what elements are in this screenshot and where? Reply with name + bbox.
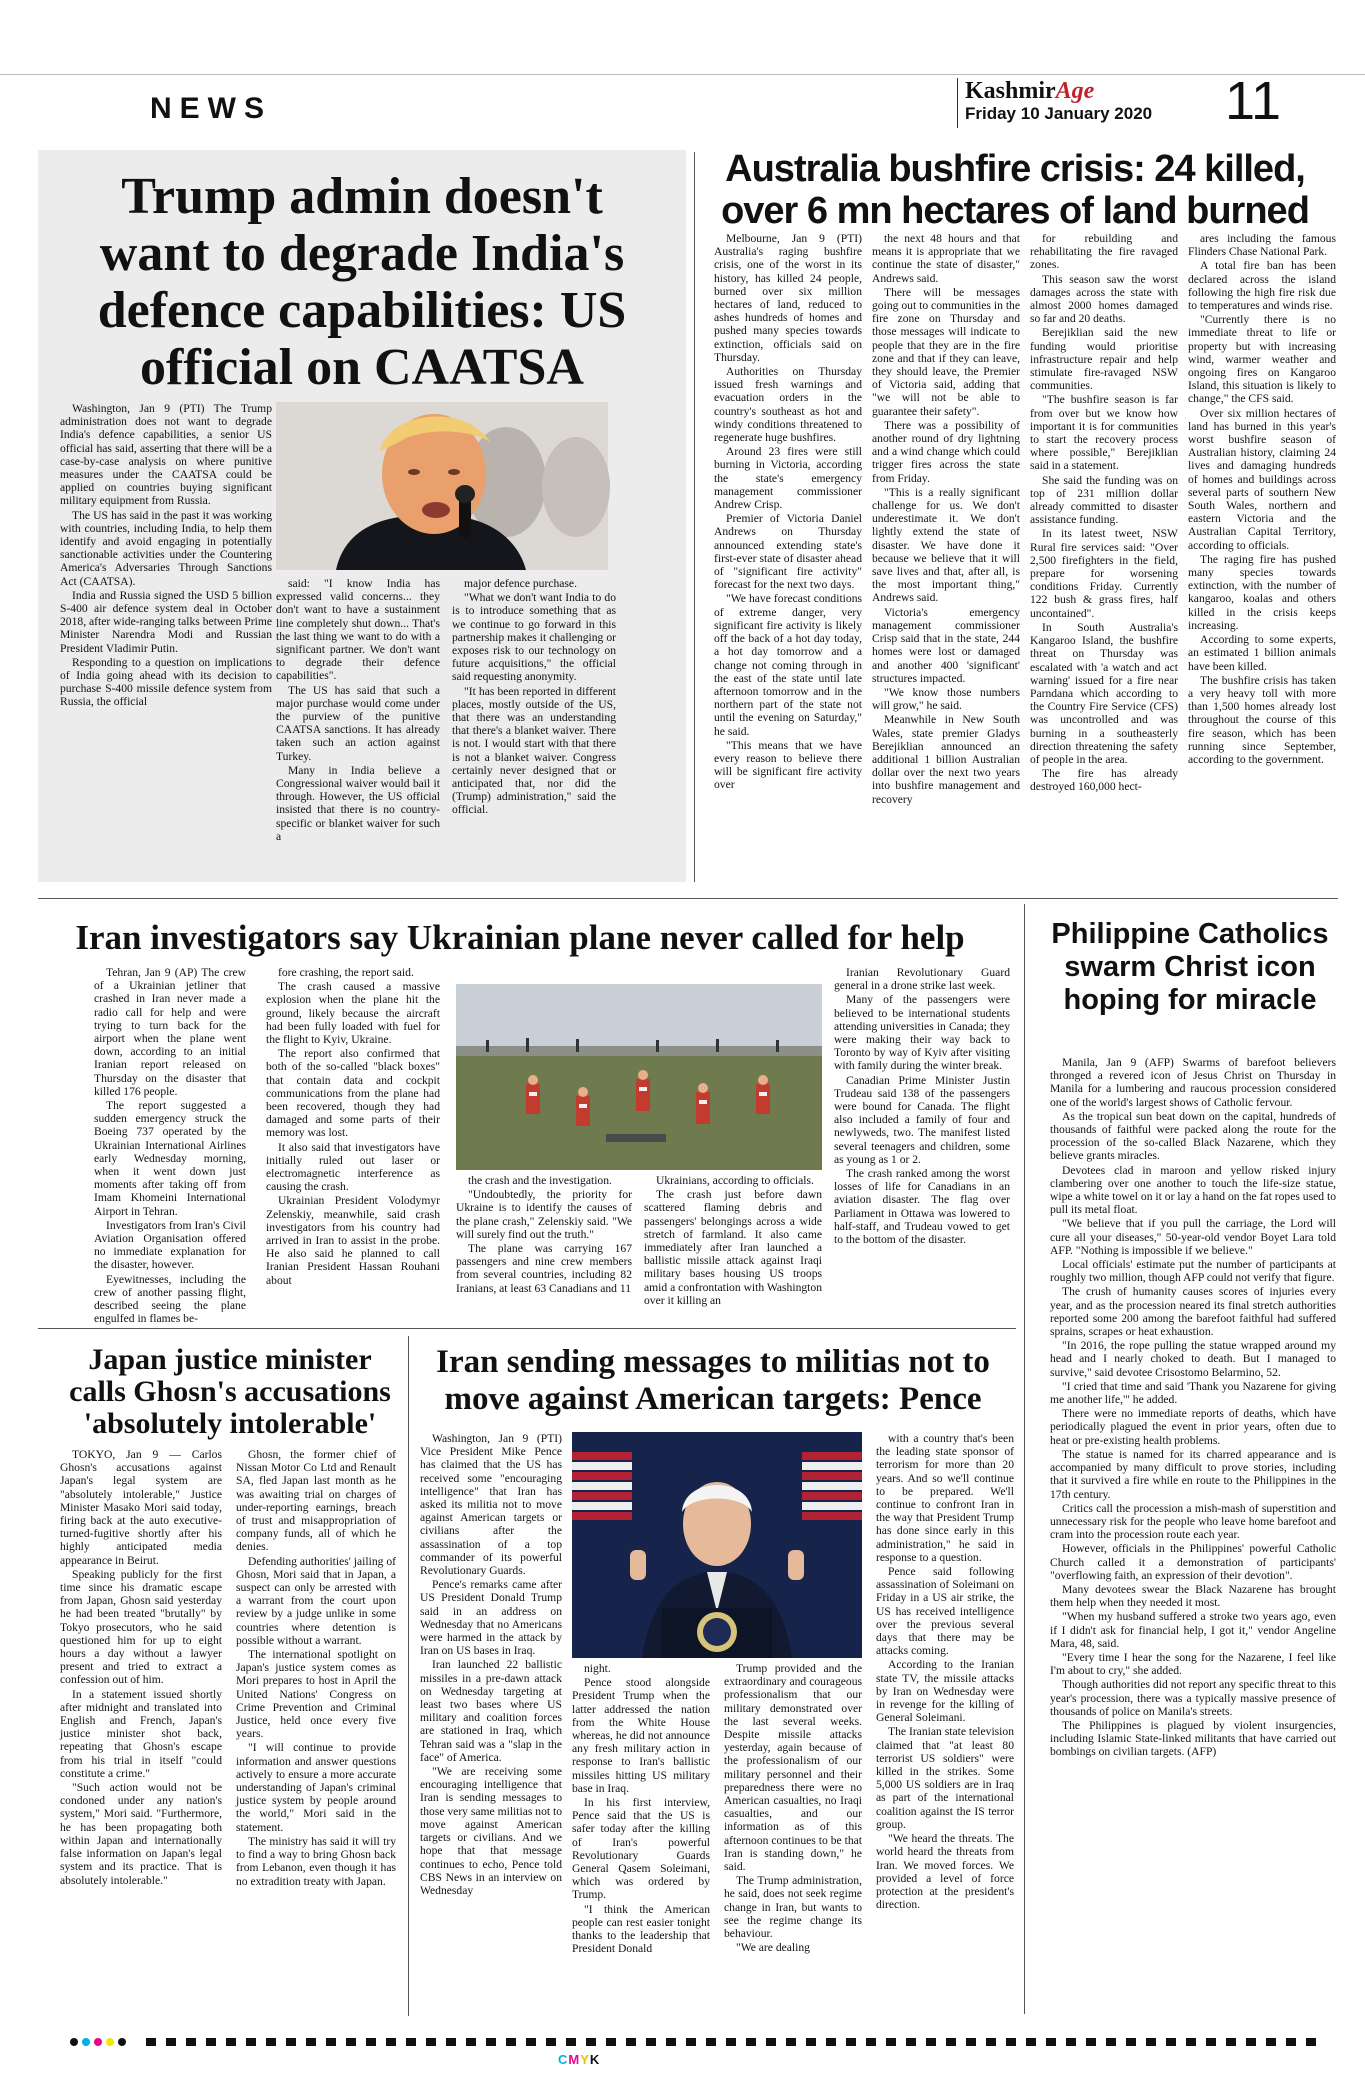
iran-c3-p2: "Undoubtedly, the priority for Ukraine is to identify the causes of the plane crash," Zelenskiy said. "We will surely find out the truth." [456, 1188, 632, 1241]
iran-c4-p2: The crash just before dawn scattered flaming debris and passengers' belongings across a wide stretch of farmland. It also came immediately after Iran launched a ballistic missile attack against Iraqi military bases housing US troops amid a confrontation with Washington over it killing an [644, 1188, 822, 1307]
registration-tick [1306, 2038, 1316, 2046]
registration-tick [706, 2038, 716, 2046]
pence-c3-p2: The Trump administration, he said, does not seek regime change in Iran, but wants to see the regime change its behaviour. [724, 1874, 862, 1941]
registration-dot [118, 2038, 126, 2046]
registration-tick [166, 2038, 176, 2046]
trump-photo [276, 402, 608, 570]
registration-tick [766, 2038, 776, 2046]
japan-c2-p2: Defending authorities' jailing of Ghosn, Mori said that in Japan, a suspect can only be arrested with a warrant from the court upon review by a judge unlike in some countries where detention is possible without a warrant. [236, 1554, 396, 1647]
pence-c3-p1: Trump provided and the extraordinary and courageous professionalism that our military demonstrated over the last several weeks. Despite missile attacks yesterday, again because of the professionalism of our military personnel and their preparedness there were no American casualties, no Iraqi casualties, and our information as of this afternoon continues to be that Iran is standing down," he said. [724, 1662, 862, 1874]
section-divider [38, 898, 1338, 899]
registration-tick [206, 2038, 216, 2046]
aus-c4-p2: A total fire ban has been declared across the island following the high fire risk due to temperatures and winds rise. [1188, 259, 1336, 313]
pence-c4-p1: with a country that's been the leading state sponsor of terrorism for more than 20 years. And so we'll continue to be prepared. We'll continue to confront Iran in the way that President Trump has done since early in this administration," he said in response to a question. [876, 1432, 1014, 1564]
japan-c1-p2: Speaking publicly for the first time since his dramatic escape from Japan, Ghosn said yesterday he had been treated "brutally" by Tokyo prosecutors, who he said questioned him for up to eight hours a day without a lawyer present and tried to extract a confession out of him. [60, 1567, 222, 1687]
registration-tick [626, 2038, 636, 2046]
registration-tick [546, 2038, 556, 2046]
registration-tick [486, 2038, 496, 2046]
trump-c2-p1: said: "I know India has expressed valid concerns... they don't want to have a sustainment line completely shut down... That's the last thing we want to do with a significant partner. We don't want to degrade their defence capabilities". [276, 577, 440, 683]
phil-p9: There were no immediate reports of deaths, which have periodically plagued the event in prior years, often due to heat or pre-existing health problems. [1050, 1407, 1336, 1447]
pence-column-2 [572, 1662, 710, 2014]
registration-tick [1026, 2038, 1036, 2046]
iran-c2-p2: The crash caused a massive explosion when the plane hit the ground, likely because the aircraft had been fully loaded with fuel for the flight to Kyiv, Ukraine. [266, 980, 440, 1047]
registration-tick [1286, 2038, 1296, 2046]
iran-c1-p2: The report suggested a sudden emergency struck the Boeing 737 operated by the Ukrainian International Airlines early Wednesday morning, when it went down just moments after taking off from Imam Khomeini International Airport in Tehran. [94, 1099, 246, 1218]
iran-c3-p1: the crash and the investigation. [468, 1174, 612, 1187]
pence-c1-p4: "We are receiving some encouraging intelligence that Iran is sending messages to those very same militias not to move against American targets or civilians. And we hope that that message continues to echo, Pence told CBS News in an interview on Wednesday [420, 1765, 563, 1897]
crash-site-illustration [456, 984, 822, 1170]
pence-photo-illustration [572, 1432, 862, 1658]
column-divider [694, 152, 695, 882]
page-number: 11 [1225, 71, 1282, 131]
registration-tick [266, 2038, 276, 2046]
registration-tick [946, 2038, 956, 2046]
pence-c4-p5: "We heard the threats. The world heard the threats from Iran. We moved forces. We provided a level of force protection at the president's direction. [876, 1832, 1014, 1912]
australia-column-1 [714, 232, 862, 884]
masthead-rule [0, 74, 1365, 75]
brand-logo [965, 78, 1094, 105]
pence-c4-p2: Pence said following assassination of Soleimani on Friday in a US air strike, the US has received intelligence over the previous several days that there may be attacks coming. [876, 1565, 1014, 1658]
registration-tick [146, 2038, 156, 2046]
trump-c1-p4: Responding to a question on implications of India going ahead with its decision to purchase S-400 missile defence system from Russia, the official [60, 655, 272, 709]
pence-c4-p4: The Iranian state television claimed that "at least 80 terrorist US soldiers" were killed in the strikes. Some 5,000 US soldiers are in Iraq as part of the international coalition against the IS terror group. [876, 1725, 1014, 1831]
registration-tick [1186, 2038, 1196, 2046]
pence-c2-p4: "I think the American people can rest easier tonight thanks to the leadership that President Donald [572, 1902, 710, 1956]
iran-plane-column-5 [834, 966, 1010, 1318]
phil-p7: "In 2016, the rope pulling the statue wrapped around my head and I nearly choked to death. But I managed to survive," said devotee Crisostomo Belarmino, 52. [1050, 1339, 1336, 1379]
phil-p2: As the tropical sun beat down on the capital, hundreds of thousands of faithful were packed along the route for the procession of the so-called Black Nazarene, which they believe grants miracles. [1050, 1109, 1336, 1163]
trump-c2-p3: Many in India believe a Congressional waiver would bail it through. However, the US official insisted that there is no country-specific or blanket waiver for such a [276, 763, 440, 843]
registration-tick [366, 2038, 376, 2046]
registration-tick [506, 2038, 516, 2046]
aus-c2-p3: There was a possibility of another round of dry lightning and a wind change which could trigger fires across the state from Friday. [872, 418, 1020, 485]
phil-p11: Critics call the procession a mish-mash of superstition and unnecessary risk for the people who leave home barefoot and cram into the procession route each year. [1050, 1501, 1336, 1542]
japan-c2-p3: The international spotlight on Japan's justice system comes as Mori prepares to host in April the United Nations' Congress on Crime Prevention and Criminal Justice, held once every five years. [236, 1648, 396, 1741]
registration-tick [1166, 2038, 1176, 2046]
japan-column-1 [60, 1448, 222, 2014]
iran-c2-p5: Ukrainian President Volodymyr Zelenskiy, meanwhile, said crash investigators from his country had arrived in Iran to assist in the probe. He also said he planned to call Iranian President Hassan Rouhani about [266, 1194, 440, 1287]
dateline: Friday 10 January 2020 [965, 104, 1153, 123]
aus-c4-p3: "Currently there is no immediate threat to life or property but with increasing wind, warmer weather and ongoing fires on Kangaroo Island, this situation is likely to change," the CFS said. [1188, 313, 1336, 406]
registration-tick [246, 2038, 256, 2046]
registration-tick [1046, 2038, 1056, 2046]
pence-c4-p3: According to the Iranian state TV, the missile attacks by Iran on Wednesday were in revenge for the killing of General Soleimani. [876, 1658, 1014, 1725]
registration-tick [226, 2038, 236, 2046]
pence-column-4 [876, 1432, 1014, 2014]
registration-tick [986, 2038, 996, 2046]
aus-c2-p6: "We know those numbers will grow," he said. [872, 685, 1020, 713]
registration-tick [1266, 2038, 1276, 2046]
aus-c2-p7: Meanwhile in New South Wales, state premier Gladys Berejiklian announced an additional 1 billion Australian dollar over the next two years into bushfire management and recovery [872, 713, 1020, 806]
pence-headline: Iran sending messages to militias not to move against American targets: Pence [436, 1344, 990, 1417]
registration-tick [1226, 2038, 1236, 2046]
phil-p4: "We believe that if you pull the carriage, the Lord will cure all your diseases," 50-year-old vendor Boyet Lara told AFP. "Nothing is impossible if we believe." [1050, 1217, 1336, 1257]
registration-tick [806, 2038, 816, 2046]
trump-c3-p1: major defence purchase. [464, 577, 577, 590]
iran-c2-p3: The report also confirmed that both of the so-called "black boxes" that contain data and cockpit communications from the plane had been recovered, though they had damaged and some parts of their memory was lost. [266, 1047, 440, 1140]
registration-tick [1246, 2038, 1256, 2046]
registration-tick [406, 2038, 416, 2046]
japan-c2-p4: "I will continue to provide information and answer questions actively to ensure a more accurate understanding of Japan's criminal justice system by people around the world," Mori said in the statement. [236, 1741, 396, 1834]
japan-pence-divider [408, 1336, 409, 2016]
japan-c1-p4: "Such action would not be condoned under any nation's system," Mori said. "Furthermore, he has been propagating both within Japan and internationally false information on Japan's legal system and its practice. That is absolutely intolerable." [60, 1781, 222, 1887]
registration-dot [106, 2038, 114, 2046]
registration-tick [826, 2038, 836, 2046]
pence-c3-p3: "We are dealing [736, 1941, 810, 1955]
aus-c3-p3: Berejiklian said the new funding would prioritise infrastructure repair and help stimulate fire-ravaged NSW communities. [1030, 326, 1178, 393]
iran-plane-headline: Iran investigators say Ukrainian plane never called for help [75, 918, 965, 957]
registration-tick [186, 2038, 196, 2046]
pence-column-1 [420, 1432, 562, 2014]
registration-tick [1206, 2038, 1216, 2046]
phil-p10: The statue is named for its charred appearance and is accompanied by many difficult to prove stories, including that it survived a fire while en route to the Philippines in the 17th century. [1050, 1447, 1336, 1501]
philippine-headline: Philippine Catholics swarm Christ icon hoping for miracle [1051, 918, 1329, 1016]
registration-dot [94, 2038, 102, 2046]
color-registration-bar [66, 2032, 1316, 2042]
iran-c1-p3: Investigators from Iran's Civil Aviation Organisation offered no immediate explanation for the disaster, however. [94, 1218, 246, 1272]
registration-tick [1126, 2038, 1136, 2046]
australia-headline: Australia bushfire crisis: 24 killed, over 6 mn hectares of land burned [721, 148, 1309, 232]
brand-prefix: Kashmir [965, 78, 1056, 104]
registration-tick [286, 2038, 296, 2046]
australia-column-3 [1030, 232, 1178, 884]
aus-c1-p1: Melbourne, Jan 9 (PTI) Australia's raging bushfire crisis, one of the worst in its history, has killed 24 people, burned over six million hectares of land, reduced to ashes hundreds of homes and pushed many species towards extinction, officials said on Thursday. [714, 232, 862, 364]
iran-c1-p4: Eyewitnesses, including the crew of another passing flight, described seeing the plane engulfed in flames be- [94, 1272, 246, 1326]
iran-c5-p2: Many of the passengers were believed to be international students attending universities in Canada; they were making their way back to Toronto by way of Kyiv after visiting with family during the winter break. [834, 993, 1010, 1073]
aus-c2-p2: There will be messages going out to communities in the fire zone on Thursday and those messages will indicate to people that they are in the fire zone and that if they can leave, they should leave, the Premier of Victoria said, adding that "we will not be able to guarantee their safety". [872, 285, 1020, 418]
registration-tick [426, 2038, 436, 2046]
registration-tick [646, 2038, 656, 2046]
phil-p12: However, officials in the Philippines' powerful Catholic Church called it a demonstration of participants' "overflowing faith, an expression of their devotion". [1050, 1542, 1336, 1582]
aus-c3-p8: The fire has already destroyed 160,000 hect- [1030, 767, 1178, 794]
iran-c5-p3: Canadian Prime Minister Justin Trudeau said 138 of the passengers were bound for Canada. The flight also included a family of four and newlyweds, two. The manifest listed several teenagers and children, some as young as 1 or 2. [834, 1073, 1010, 1166]
aus-c3-p1: for rebuilding and rehabilitating the fire ravaged zones. [1030, 232, 1178, 272]
aus-c1-p4: Premier of Victoria Daniel Andrews on Thursday announced extending state's first-ever state of disaster ahead of "significant fire activity" forecast for the next two days. [714, 512, 862, 592]
registration-tick [326, 2038, 336, 2046]
section-label: NEWS [150, 92, 272, 125]
aus-c1-p6: "This means that we have every reason to believe there will be significant fire activity over [714, 738, 862, 792]
pence-c2-p3: In his first interview, Pence said that the US is safer today after the killing of Iran's powerful Revolutionary Guards General Qasem Soleimani, which was ordered by Trump. [572, 1796, 710, 1902]
phil-p17: The Philippines is plagued by violent insurgencies, including Islamic State-linked militants that have carried out bombings on civilian targets. (AFP) [1050, 1718, 1336, 1759]
iran-c2-p1: fore crashing, the report said. [278, 966, 414, 979]
registration-tick [686, 2038, 696, 2046]
aus-c2-p5: Victoria's emergency management commissioner Crisp said that in the state, 244 homes were lost or damaged and another 400 'significant' structures impacted. [872, 605, 1020, 685]
japan-c2-p1: Ghosn, the former chief of Nissan Motor Co Ltd and Renault SA, fled Japan last month as he was awaiting trial on charges of under-reporting earnings, breach of trust and misappropriation of company funds, all of which he denies. [236, 1448, 396, 1554]
aus-c4-p5: The raging fire has pushed many species towards extinction, with the number of kangaroo, koalas and others killed in the crisis keeps increasing. [1188, 552, 1336, 632]
registration-tick [966, 2038, 976, 2046]
phil-p6: The crush of humanity causes scores of injuries every year, and as the procession neared its final stretch authorities reported some 200 among the barefoot faithful had suffered sprains, scrapes or heat exhaustion. [1050, 1285, 1336, 1339]
registration-tick [1086, 2038, 1096, 2046]
aus-c3-p4: "The bushfire season is far from over but we know how important it is for communities to start the recovery process where possible," Berejiklian said in a statement. [1030, 393, 1178, 473]
registration-tick [786, 2038, 796, 2046]
registration-tick [866, 2038, 876, 2046]
iran-plane-column-3 [456, 1174, 632, 1318]
trump-column-3 [452, 577, 616, 862]
registration-tick [746, 2038, 756, 2046]
trump-photo-illustration [276, 402, 608, 570]
registration-tick [566, 2038, 576, 2046]
aus-c4-p1: ares including the famous Flinders Chase National Park. [1188, 232, 1336, 259]
aus-c1-p3: Around 23 fires were still burning in Victoria, according the state's emergency management commissioner Andrew Crisp. [714, 445, 862, 512]
iran-c2-p4: It also said that investigators have initially ruled out laser or electromagnetic interference as causing the crash. [266, 1140, 440, 1194]
phil-p5: Local officials' estimate put the number of participants at roughly two million, though AFP could not verify that figure. [1050, 1258, 1336, 1285]
iran-c4-p1: Ukrainians, according to officials. [656, 1174, 814, 1187]
cmyk-text: CMYK [558, 2052, 601, 2067]
registration-tick [906, 2038, 916, 2046]
aus-c2-p4: "This is a really significant challenge for us. We don't underestimate it. We don't lightly extend the state of disaster. We have done it because we believe that it will save lives and that, after all, is the most important thing," Andrews said. [872, 485, 1020, 605]
philippine-column-1 [1050, 1056, 1336, 2016]
registration-tick [526, 2038, 536, 2046]
trump-column-1 [60, 402, 272, 860]
aus-c3-p5: She said the funding was on top of 231 million dollar already committed to disaster assistance funding. [1030, 473, 1178, 527]
trump-c3-p2: "What we don't want India to do is to introduce something that as we continue to go forward in this partnership makes it challenging or exposes risk to our technology on future acquisitions," the official said requesting anonymity. [452, 591, 616, 684]
trump-c3-p3: "It has been reported in different places, mostly outside of the US, that there was an understanding that there's a blanket waiver. There is not. I would start with that there is not a blanket waiver. Congress certainly never designed that or anticipated that, nor did the (Trump) administration," said the official. [452, 684, 616, 817]
registration-tick [446, 2038, 456, 2046]
registration-tick [1106, 2038, 1116, 2046]
trump-column-2 [276, 577, 440, 862]
registration-tick [846, 2038, 856, 2046]
registration-tick [386, 2038, 396, 2046]
registration-tick [1006, 2038, 1016, 2046]
registration-tick [346, 2038, 356, 2046]
japan-c2-p5: The ministry has said it will try to find a way to bring Ghosn back from Lebanon, even though it has no extradition treaty with Japan. [236, 1834, 396, 1888]
iran-c1-p1: Tehran, Jan 9 (AP) The crew of a Ukrainian jetliner that crashed in Iran never made a radio call for help and were trying to turn back for the airport when the plane went down, according to an initial Iranian report released on Thursday on the disaster that killed 176 people. [94, 966, 246, 1098]
phil-p13: Many devotees swear the Black Nazarene has brought them help when they needed it most. [1050, 1582, 1336, 1610]
registration-tick [1146, 2038, 1156, 2046]
lower-section-divider [38, 1328, 1016, 1329]
iran-plane-column-1 [94, 966, 246, 1326]
registration-tick [586, 2038, 596, 2046]
trump-headline: Trump admin doesn't want to degrade India's defence capabilities: US official on CAATSA [97, 168, 627, 396]
japan-headline: Japan justice minister calls Ghosn's accusations 'absolutely intolerable' [69, 1343, 391, 1440]
registration-marks [66, 2037, 1316, 2047]
phil-p16: Though authorities did not report any specific threat to this year's procession, there was a typically massive presence of thousands of police on Manila's streets. [1050, 1678, 1336, 1718]
pence-c2-p1: night. [584, 1662, 611, 1675]
registration-tick [306, 2038, 316, 2046]
aus-c4-p4: Over six million hectares of land has burned in this year's worst bushfire season of Australian history, claiming 24 lives and damaging hundreds of homes and buildings across several parts of southern New South Wales, northern and eastern Victoria and the Australian Capital Territory, according to officials. [1188, 406, 1336, 552]
iran-c3-p3: The plane was carrying 167 passengers and nine crew members from several countries, including 82 Iranians, at least 63 Canadians and 11 [456, 1242, 632, 1295]
pence-photo [572, 1432, 862, 1658]
trump-c2-p2: The US has said that such a major purchase would come under the purview of the punitive CAATSA sanctions. It has already taken such an action against Turkey. [276, 683, 440, 763]
registration-tick [726, 2038, 736, 2046]
aus-c3-p7: In South Australia's Kangaroo Island, the bushfire threat on Thursday was escalated with 'a watch and act warning' issued for a fire near Parndana which according to the Country Fire Service (CFS) was uncontrolled and was burning in a southeasterly direction threatening the safety of people in the area. [1030, 620, 1178, 766]
phil-p3: Devotees clad in maroon and yellow risked injury clambering over one another to touch the life-size statue, wipe a white towel on it or lay a hand on the fat ropes used to pull its metal float. [1050, 1163, 1336, 1217]
brand-suffix: Age [1055, 78, 1095, 104]
registration-tick [1066, 2038, 1076, 2046]
registration-tick [666, 2038, 676, 2046]
aus-c1-p5: "We have forecast conditions of extreme danger, very significant fire activity is likely off the back of a hot day today, a hot day tomorrow and a change not coming through in the east of the state until late afternoon tomorrow and in the northern part of the state not until the evening on Saturday," he said. [714, 592, 862, 738]
japan-c1-p3: In a statement issued shortly after midnight and translated into English and French, Japan's justice minister shot back, repeating that Ghosn's escape from his trial in itself "could constitute a crime." [60, 1687, 222, 1780]
phil-p8: "I cried that time and said 'Thank you Nazarene for giving me another life,'" he added. [1050, 1379, 1336, 1407]
aus-c3-p2: This season saw the worst damages across the state with almost 2000 homes damaged so far and 20 deaths. [1030, 272, 1178, 326]
iran-plane-column-2 [266, 966, 440, 1318]
registration-dot [70, 2038, 78, 2046]
phil-p1: Manila, Jan 9 (AFP) Swarms of barefoot believers thronged a revered icon of Jesus Christ on Thursday in Manila for a lumbering and raucous procession considered one of the world's largest shows of Catholic fervour. [1050, 1056, 1336, 1109]
australia-column-2 [872, 232, 1020, 884]
pence-c2-p2: Pence stood alongside President Trump when the latter addressed the nation from the White House whereas, he did not announce any fresh military action in response to Iran's ballistic missiles hitting US military base in Iraq. [572, 1676, 710, 1795]
pence-c1-p2: Pence's remarks came after US President Donald Trump said in an address on Wednesday that no Americans were harmed in the attack by Iran on US bases in Iraq. [420, 1578, 562, 1658]
registration-tick [886, 2038, 896, 2046]
pence-column-3 [724, 1662, 862, 2014]
japan-c1-p1: TOKYO, Jan 9 — Carlos Ghosn's accusations against Japan's legal system are "absolutely intolerable," Justice Minister Masako Mori said today, firing back at the auto executive-turned-fugitive shortly after his highly anticipated media appearance in Beirut. [60, 1448, 222, 1567]
iran-c5-p4: The crash ranked among the worst losses of life for Canadians in an aviation disaster. The flag over Parliament in Ottawa was lowered to half-staff, and Trudeau vowed to get to the bottom of the disaster. [834, 1167, 1010, 1247]
phil-p14: "When my husband suffered a stroke two years ago, even if I didn't ask for financial help, I got it," vendor Angeline Mara, 48, said. [1050, 1610, 1336, 1650]
phil-p15: "Every time I hear the song for the Nazarene, I feel like I'm about to cry," she added. [1050, 1650, 1336, 1678]
aus-c4-p7: The bushfire crisis has taken a very heavy toll with more than 1,500 homes already lost throughout the course of this fire season, which has been running since September, according to the government. [1188, 673, 1336, 766]
crash-site-photo [456, 984, 822, 1170]
iran-plane-column-4 [644, 1174, 822, 1318]
trump-c1-p2: The US has said in the past it was working with countries, including India, to help them identify and avoid engaging in potentially sanctionable activities under the Countering America's Adversaries Through Sanctions Act (CAATSA). [60, 508, 272, 588]
australia-column-4 [1188, 232, 1336, 884]
registration-tick [466, 2038, 476, 2046]
iran-c5-p1: Iranian Revolutionary Guard general in a drone strike last week. [834, 966, 1010, 993]
aus-c3-p6: In its latest tweet, NSW Rural fire services said: "Over 2,500 firefighters in the field, prepare for worsening conditions Friday. Currently 122 bush & grass fires, half uncontained". [1030, 527, 1178, 620]
registration-dot [82, 2038, 90, 2046]
trump-c1-p1: Washington, Jan 9 (PTI) The Trump administration does not want to degrade India's defence capabilities, a senior US official has said, asserting that there will be a case-by-case analysis on where punitive measures under the CAATSA could be applied on countries buying significant military equipment from Russia. [60, 402, 272, 508]
registration-tick [926, 2038, 936, 2046]
japan-column-2 [236, 1448, 396, 2014]
aus-c2-p1: the next 48 hours and that means it is appropriate that we continue the state of disaster," Andrews said. [872, 232, 1020, 285]
sidebar-divider [1024, 904, 1025, 2014]
aus-c4-p6: According to some experts, an estimated 1 billion animals have been killed. [1188, 633, 1336, 673]
pence-c1-p3: Iran launched 22 ballistic missiles in a pre-dawn attack on Wednesday targeting at least two bases where US military and coalition forces are stationed in Iraq, which Tehran said was a "slap in the face" of America. [420, 1658, 562, 1764]
masthead-divider [957, 78, 958, 128]
pence-c1-p1: Washington, Jan 9 (PTI) Vice President Mike Pence has claimed that the US has received some "encouraging intelligence" that Iran has asked its militia not to move against American targets or civilians after the assassination of a top commander of its powerful Revolutionary Guards. [420, 1432, 562, 1578]
registration-tick [606, 2038, 616, 2046]
cmyk-label [558, 2052, 600, 2067]
aus-c1-p2: Authorities on Thursday issued fresh warnings and evacuation orders in the country's southeast as hot and windy conditions threatened to regenerate huge bushfires. [714, 365, 862, 445]
trump-c1-p3: India and Russia signed the USD 5 billion S-400 air defence system deal in October 2018, after wide-ranging talks between Prime Minister Narendra Modi and Russian President Vladimir Putin. [60, 588, 272, 655]
